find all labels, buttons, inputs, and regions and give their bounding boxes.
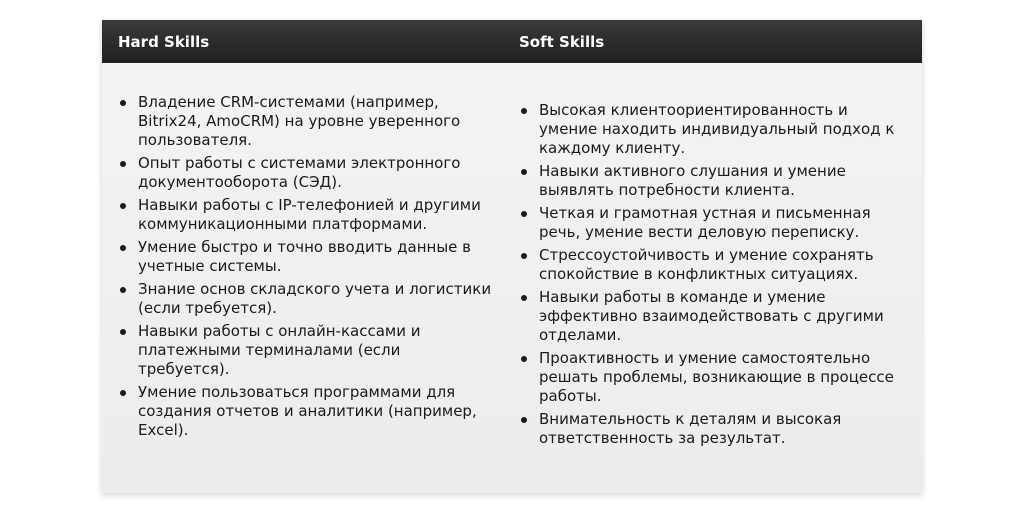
list-item: Умение пользоваться программами для создания отчетов и аналитики (например, Excel). <box>118 383 496 440</box>
list-item: Опыт работы с системами электронного документооборота (СЭД). <box>118 154 496 192</box>
hard-skills-list <box>118 93 496 440</box>
list-item: Проактивность и умение самостоятельно решать проблемы, возникающие в процессе работы. <box>519 349 902 406</box>
list-item: Навыки работы с онлайн-кассами и платежными терминалами (если требуется). <box>118 322 496 379</box>
list-item: Навыки работы в команде и умение эффективно взаимодействовать с другими отделами. <box>519 288 902 345</box>
hard-skills-column <box>102 63 512 452</box>
list-item: Стрессоустойчивость и умение сохранять спокойствие в конфликтных ситуациях. <box>519 246 902 284</box>
soft-skills-column <box>512 63 922 452</box>
list-item: Навыки активного слушания и умение выявлять потребности клиента. <box>519 162 902 200</box>
list-item: Высокая клиентоориентированность и умение находить индивидуальный подход к каждому клиенту. <box>519 101 902 158</box>
header-hard-skills: Hard Skills <box>118 32 210 51</box>
table-body <box>102 63 922 452</box>
list-item: Умение быстро и точно вводить данные в учетные системы. <box>118 238 496 276</box>
list-item: Четкая и грамотная устная и письменная речь, умение вести деловую переписку. <box>519 204 902 242</box>
list-item: Навыки работы с IP-телефонией и другими коммуникационными платформами. <box>118 196 496 234</box>
skills-table <box>102 20 922 493</box>
table-header <box>102 20 922 63</box>
soft-skills-list <box>519 101 902 448</box>
list-item: Внимательность к деталям и высокая ответственность за результат. <box>519 410 902 448</box>
list-item: Владение CRM-системами (например, Bitrix24, AmoCRM) на уровне уверенного пользователя. <box>118 93 496 150</box>
list-item: Знание основ складского учета и логистики (если требуется). <box>118 280 496 318</box>
header-soft-skills: Soft Skills <box>519 32 605 51</box>
